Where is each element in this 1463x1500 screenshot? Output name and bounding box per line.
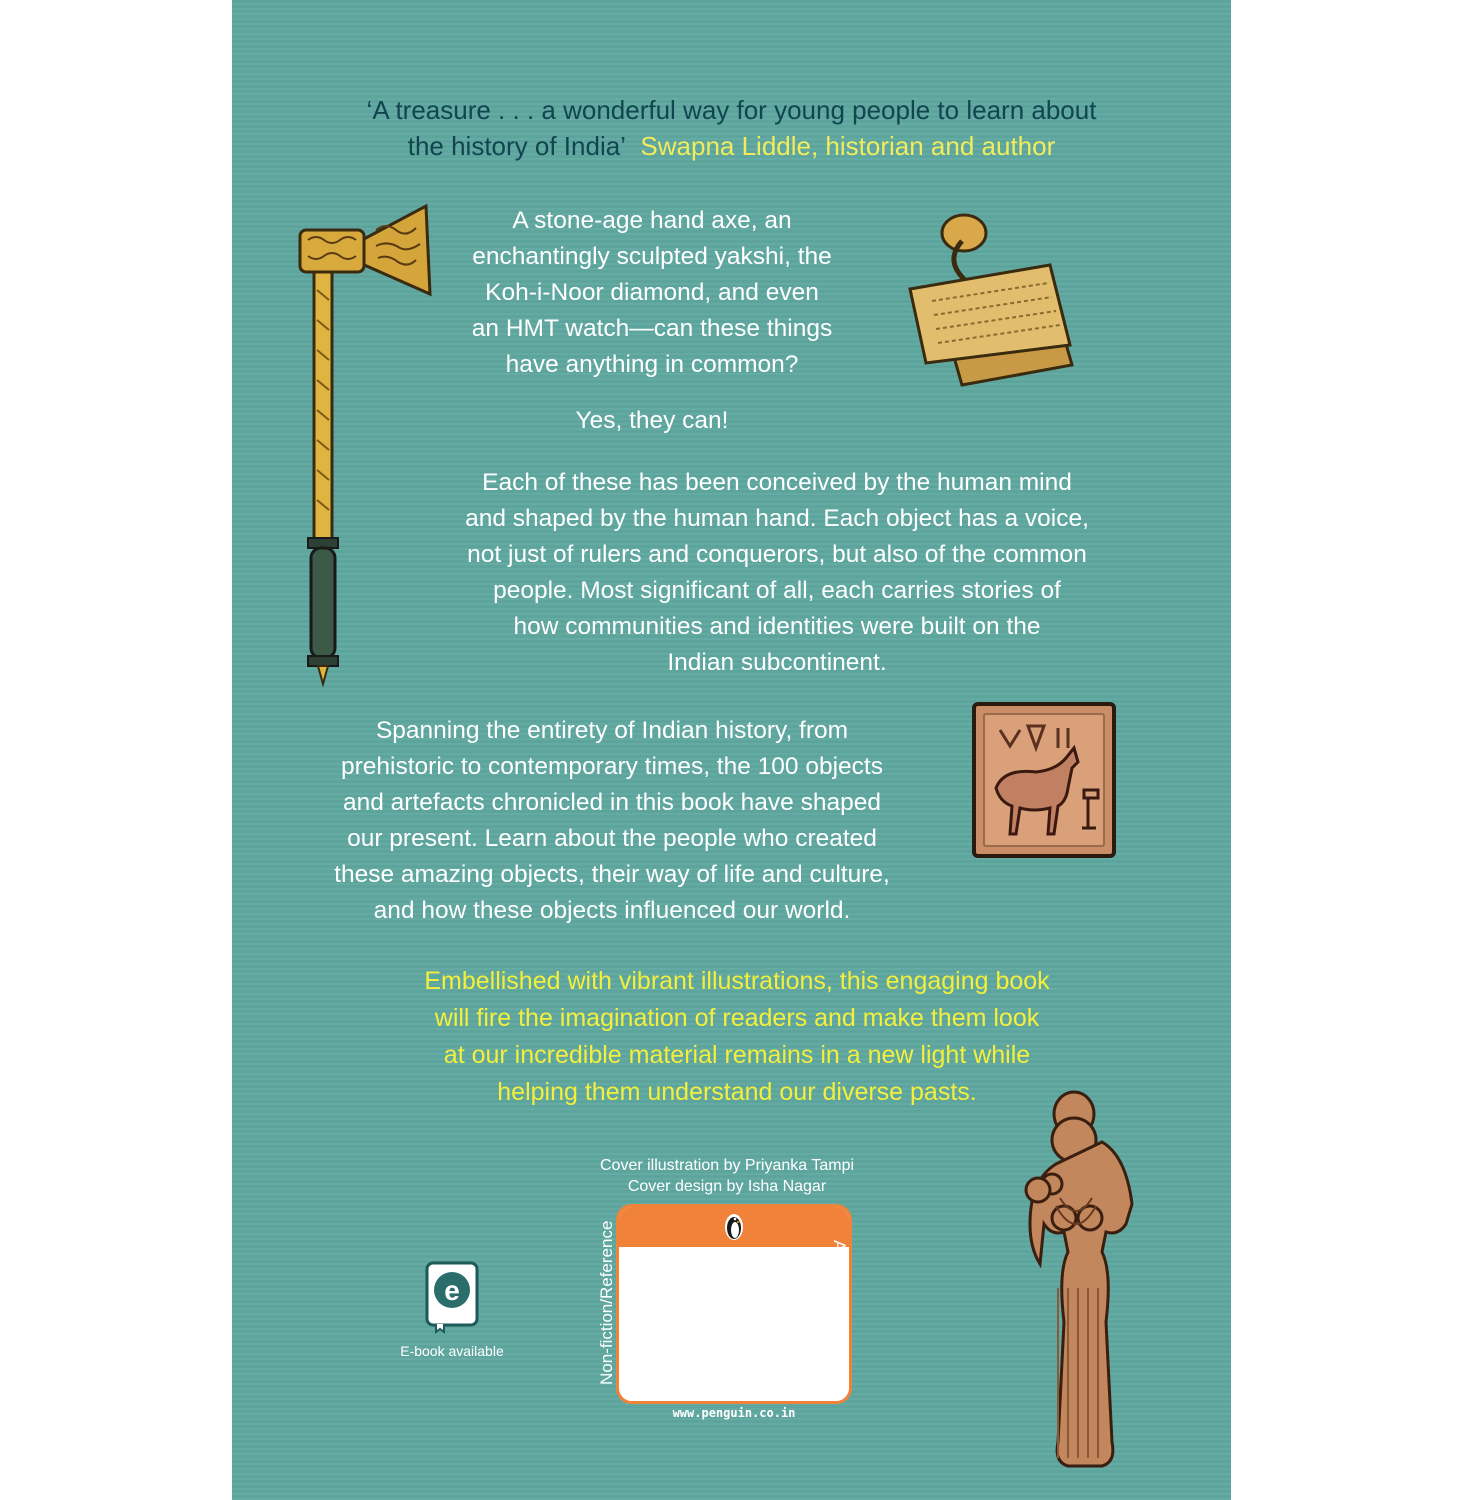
voice-line: not just of rulers and conquerors, but also of the common bbox=[467, 541, 1087, 568]
highlight-line: at our incredible material remains in a new light while bbox=[443, 1041, 1031, 1069]
history-line: prehistoric to contemporary times, the 100 objects bbox=[341, 753, 883, 780]
yes-line: Yes, they can! bbox=[575, 407, 729, 434]
quote-line-1: ‘A treasure . . . a wonderful way for young people to learn about bbox=[366, 95, 1097, 125]
design-credit: Cover design by Isha Nagar bbox=[627, 1178, 827, 1195]
highlight-line: will fire the imagination of readers and make them look bbox=[434, 1004, 1040, 1032]
highlight-line: Embellished with vibrant illustrations, this engaging book bbox=[424, 967, 1050, 995]
ebook-badge bbox=[392, 1260, 512, 1359]
voice-line: people. Most significant of all, each carries stories of bbox=[493, 577, 1061, 604]
voice-line: how communities and identities were built on the bbox=[513, 613, 1041, 640]
copper-plate-illustration bbox=[902, 205, 1102, 405]
history-line: and artefacts chronicled in this book have shaped bbox=[343, 789, 881, 816]
blurb-quote bbox=[232, 92, 1231, 164]
publisher-url: www.penguin.co.in bbox=[672, 1406, 796, 1420]
ebook-label: E-book available bbox=[400, 1343, 504, 1359]
history-line: these amazing objects, their way of life and culture, bbox=[334, 861, 890, 888]
history-line: Spanning the entirety of Indian history, from bbox=[375, 717, 849, 744]
credits bbox=[562, 1155, 892, 1197]
voice-line: Each of these has been conceived by the human mind bbox=[482, 469, 1072, 496]
age-label: Ages 11 and up bbox=[830, 1240, 849, 1358]
ebook-icon bbox=[424, 1260, 480, 1334]
highlight-line: helping them understand our diverse pasts. bbox=[497, 1078, 977, 1106]
voice-paragraph bbox=[422, 465, 1132, 681]
history-line: and how these objects influenced our world. bbox=[373, 897, 851, 924]
history-paragraph bbox=[292, 713, 932, 929]
category-label: Non-fiction/Reference bbox=[597, 1220, 616, 1385]
yakshi-statue-illustration bbox=[1012, 1088, 1142, 1488]
seal-illustration bbox=[970, 700, 1120, 862]
history-line: our present. Learn about the people who created bbox=[347, 825, 877, 852]
penguin-logo bbox=[724, 1211, 744, 1241]
intro-line: A stone-age hand axe, an bbox=[512, 207, 792, 234]
quote-attribution: Swapna Liddle, historian and author bbox=[640, 131, 1056, 161]
ebook-letter: e bbox=[444, 1275, 460, 1306]
intro-line: Koh-i-Noor diamond, and even bbox=[485, 279, 819, 306]
axe-illustration bbox=[292, 200, 442, 690]
back-cover bbox=[232, 0, 1231, 1500]
voice-line: and shaped by the human hand. Each object has a voice, bbox=[465, 505, 1089, 532]
label-band bbox=[619, 1207, 849, 1247]
voice-line: Indian subcontinent. bbox=[667, 649, 887, 676]
intro-line: enchantingly sculpted yakshi, the bbox=[472, 243, 832, 270]
intro-line: an HMT watch—can these things bbox=[471, 315, 833, 342]
price-label-box bbox=[616, 1204, 852, 1404]
quote-line-2: the history of India’ bbox=[407, 131, 626, 161]
illustration-credit: Cover illustration by Priyanka Tampi bbox=[599, 1157, 855, 1174]
intro-paragraph bbox=[422, 203, 882, 383]
intro-line: have anything in common? bbox=[505, 351, 799, 378]
